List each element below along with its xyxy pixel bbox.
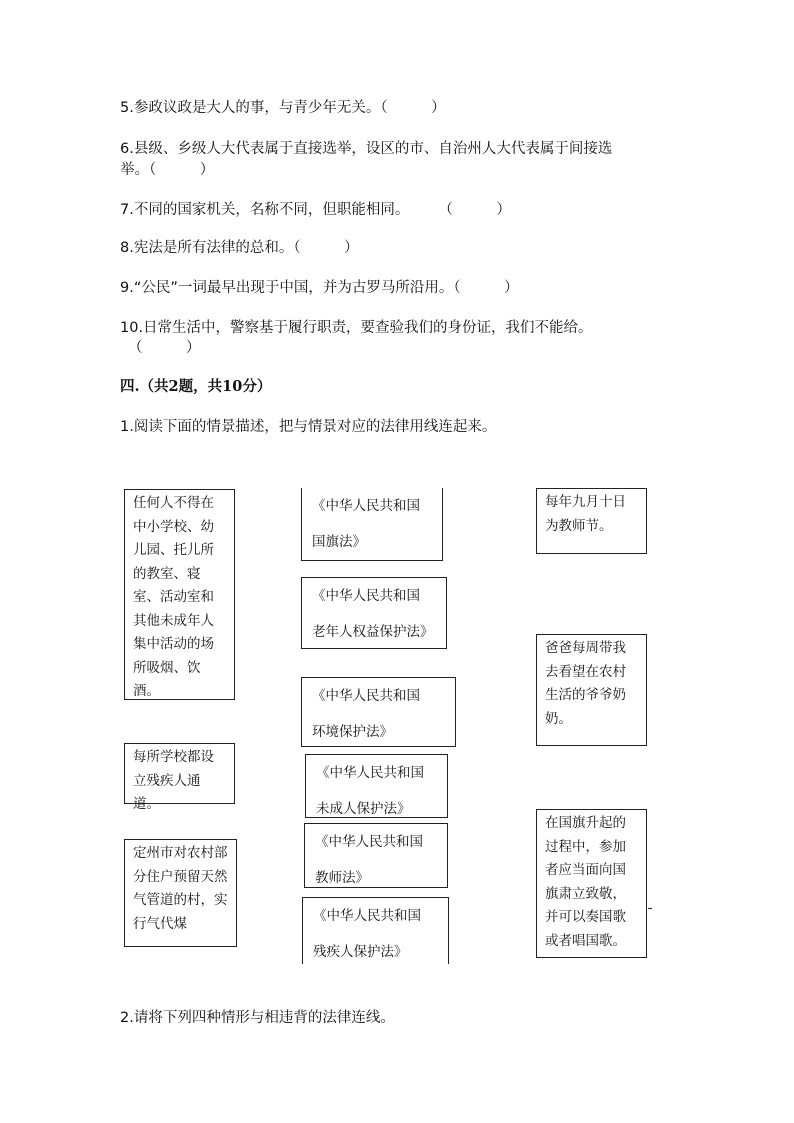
law-box-elderly [301, 577, 447, 649]
scenario-box-left-2 [124, 743, 235, 812]
law-box-disabled [302, 897, 449, 964]
scenario-text: 爸爸每周带我去看望在农村生活的爷爷奶奶。 [545, 640, 626, 727]
tf-question-text: 5.参政议政是大人的事，与青少年无关。（ ） [120, 100, 446, 116]
tf-question-text: 6.县级、乡级人大代表属于直接选举，设区的市、自治州人大代表属于间接选 [120, 141, 613, 157]
law-line: 《中华人民共和国 [312, 588, 420, 604]
law-line: 《中华人民共和国 [313, 908, 421, 924]
scenario-box-right-2 [536, 634, 647, 746]
law-line: 环境保护法》 [312, 724, 393, 740]
box-edge-tick [648, 908, 652, 909]
tf-question-text-cont: （ ） [128, 340, 201, 356]
law-line: 国旗法》 [312, 534, 366, 550]
tf-question-text-cont: 举。（ ） [120, 162, 215, 178]
law-line: 未成人保护法》 [316, 801, 411, 817]
law-line: 教师法》 [315, 870, 369, 886]
scenario-text: 定州市对农村部分住户预留天然气管道的村，实行气代煤 [133, 845, 228, 932]
tf-question-text: 8.宪法是所有法律的总和。（ ） [120, 240, 359, 256]
section-title: 四.（共2题，共10分） [120, 378, 272, 395]
tf-question-text: 10.日常生活中，警察基于履行职责，要查验我们的身份证，我们不能给。 [120, 320, 593, 336]
scenario-text: 每所学校都设立残疾人通道。 [133, 749, 214, 812]
law-box-minors [305, 754, 448, 818]
scenario-box-right-1 [536, 488, 647, 554]
law-box-environment [301, 677, 456, 747]
tf-question-text: 9.“公民”一词最早出现于中国，并为古罗马所沿用。（ ） [120, 280, 519, 296]
scenario-text: 在国旗升起的过程中，参加者应当面向国旗肃立致敬，并可以奏国歌或者唱国歌。 [545, 815, 626, 949]
law-line: 《中华人民共和国 [315, 834, 423, 850]
scenario-box-left-1 [124, 489, 235, 700]
scenario-text: 每年九月十日为教师节。 [545, 494, 626, 534]
law-line: 《中华人民共和国 [316, 765, 424, 781]
scenario-text: 任何人不得在中小学校、幼儿园、托儿所的教室、寝室、活动室和其他未成年人集中活动的场所吸烟、饮酒。 [133, 495, 214, 699]
law-line: 老年人权益保护法》 [312, 624, 434, 640]
law-box-teachers [304, 823, 448, 888]
scenario-box-right-3 [536, 809, 647, 958]
tf-question-text: 7.不同的国家机关，名称不同，但职能相同。 （ ） [120, 202, 511, 218]
question-1-prompt: 1.阅读下面的情景描述，把与情景对应的法律用线连起来。 [120, 419, 497, 435]
scenario-box-left-3 [124, 839, 237, 947]
law-line: 《中华人民共和国 [312, 688, 420, 704]
question-2-prompt: 2.请将下列四种情形与相违背的法律连线。 [120, 1010, 395, 1026]
law-line: 残疾人保护法》 [313, 944, 408, 960]
law-line: 《中华人民共和国 [312, 498, 420, 514]
law-box-flag [301, 488, 443, 561]
